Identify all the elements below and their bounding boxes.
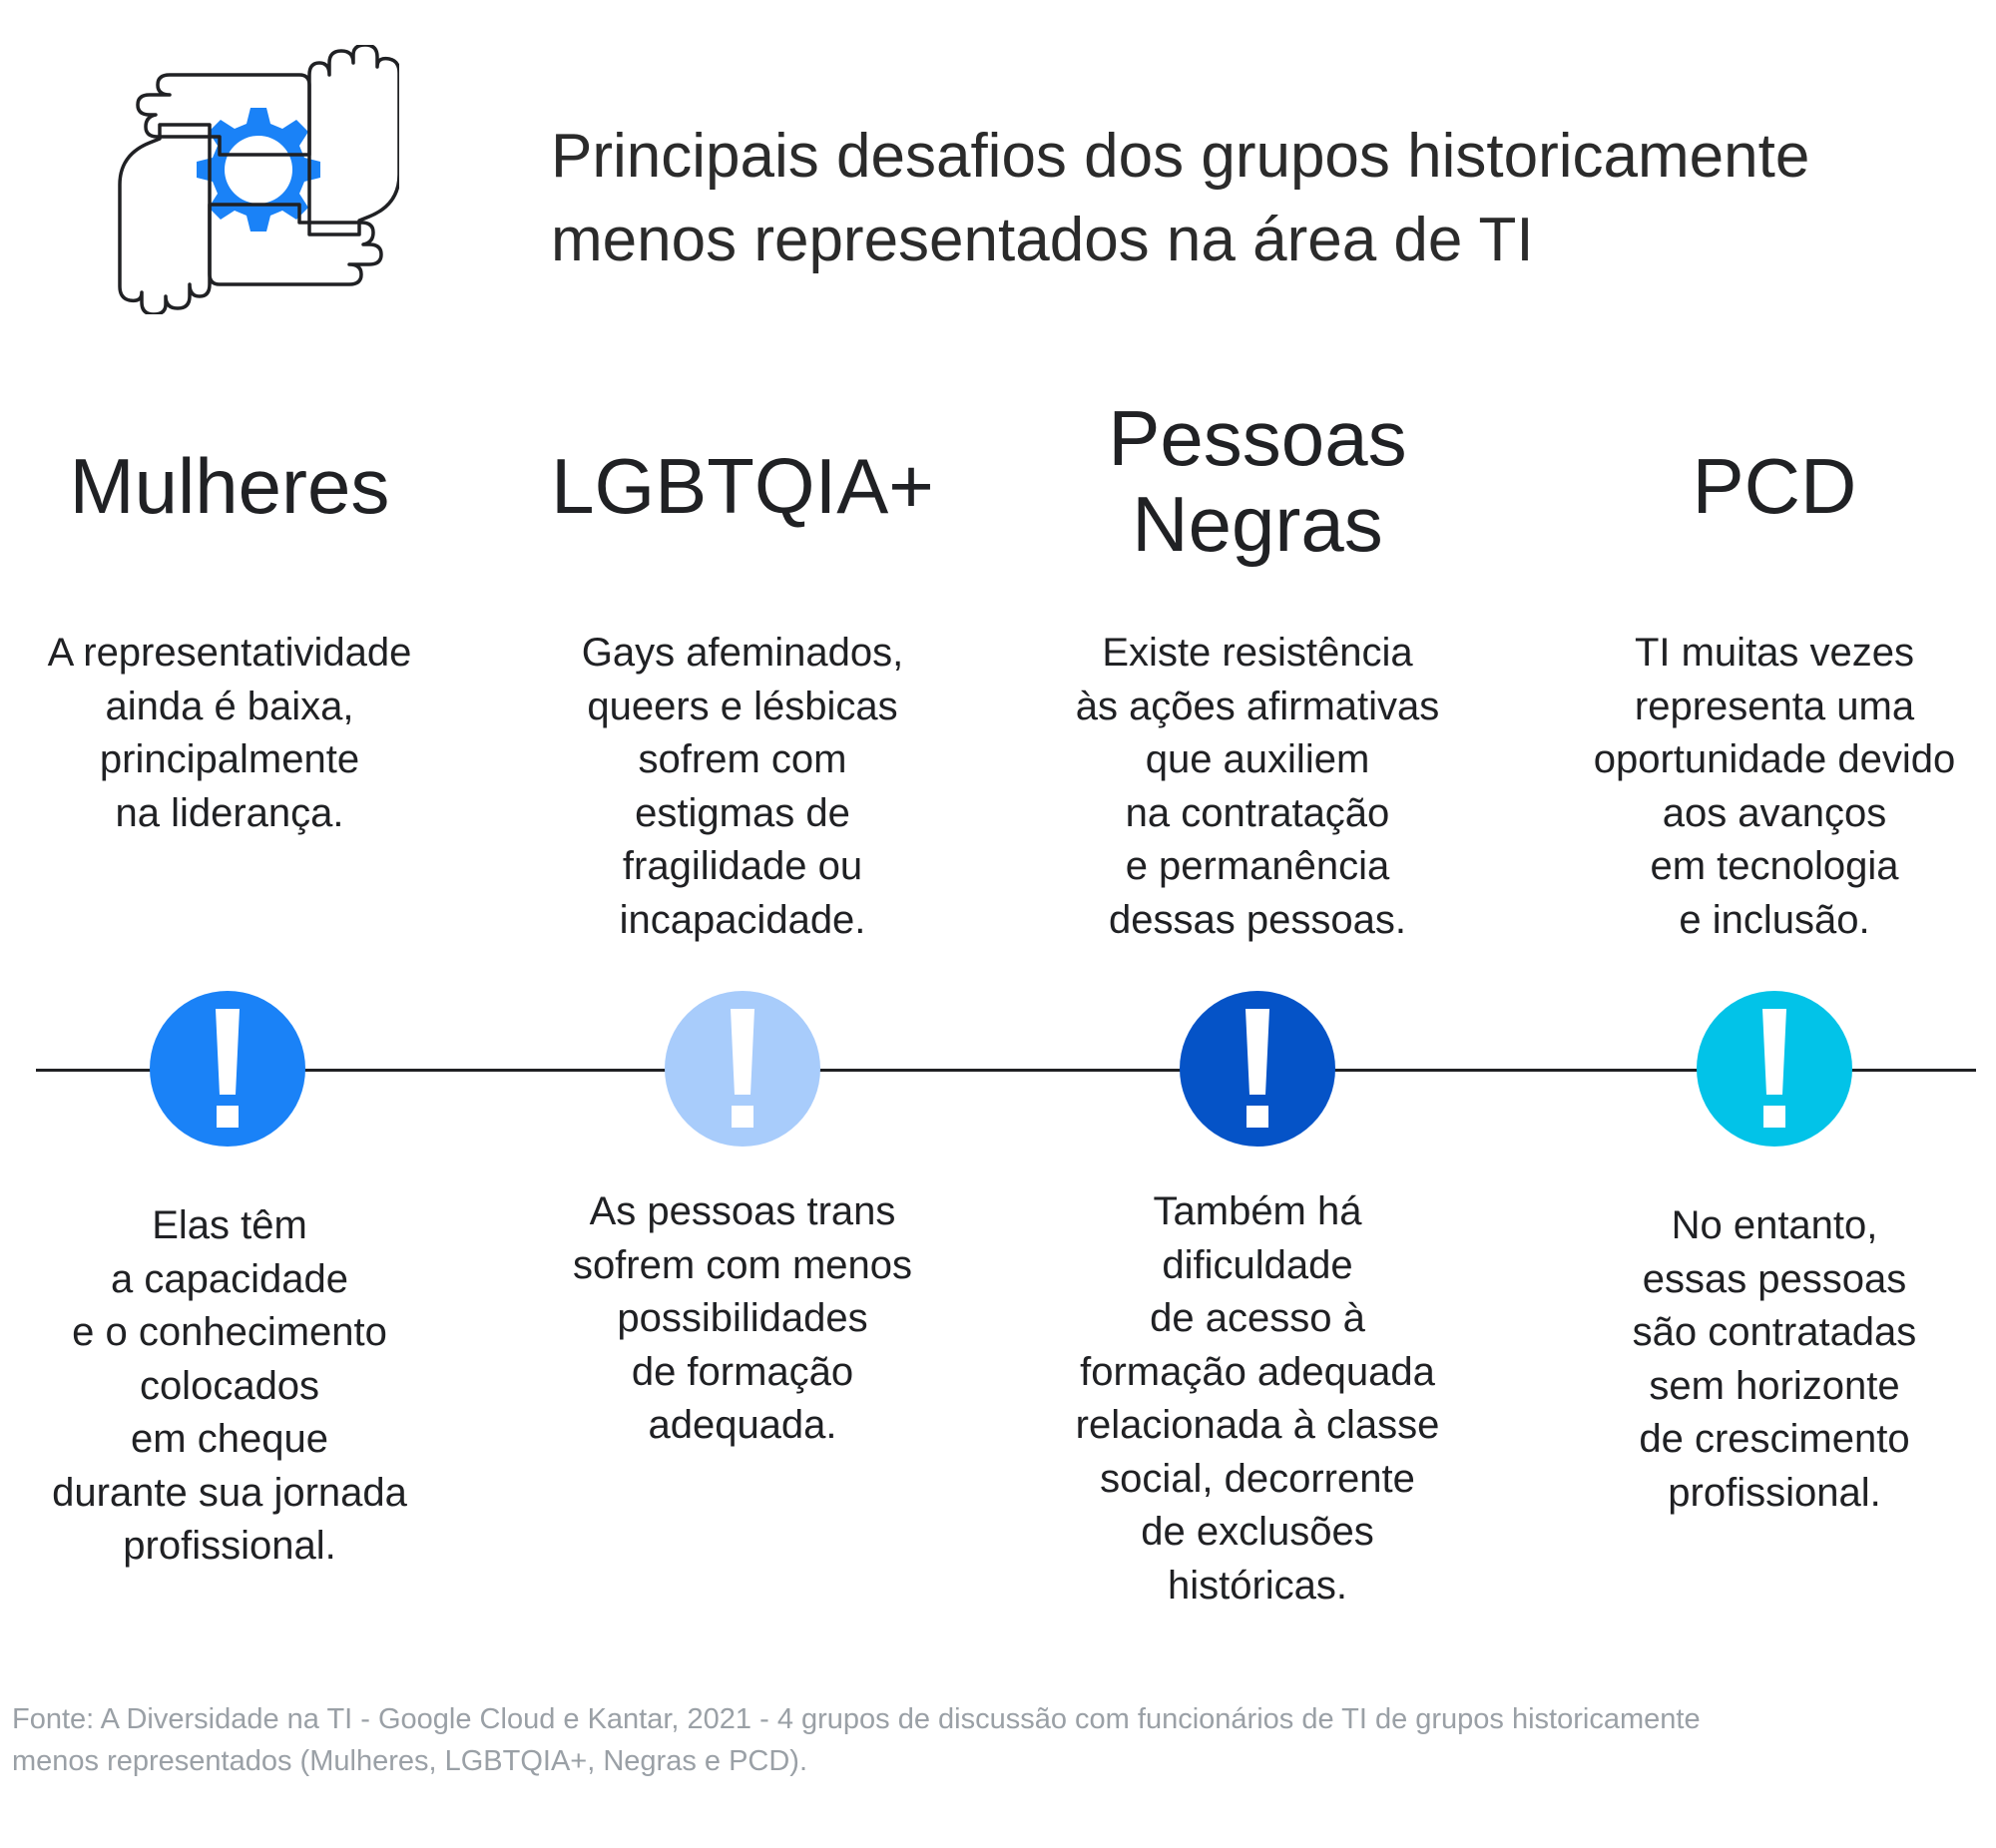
group-detail-lgbtqia bbox=[493, 1185, 992, 1453]
exclamation-icon bbox=[665, 991, 820, 1147]
text-line: a capacidade bbox=[111, 1256, 348, 1301]
group-detail-pessoas-negras bbox=[1008, 1185, 1507, 1613]
source-line: Fonte: A Diversidade na TI - Google Cloud e Kantar, 2021 - 4 grupos de discussão com funcionários de TI de grupos historicamente bbox=[12, 1703, 1701, 1735]
exclamation-icon bbox=[1697, 991, 1852, 1147]
text-line: Elas têm bbox=[152, 1203, 307, 1247]
text-line: em tecnologia bbox=[1650, 844, 1899, 888]
text-line: de formação bbox=[631, 1349, 854, 1394]
text-line: estigmas de bbox=[635, 790, 850, 835]
text-line: em cheque bbox=[131, 1417, 328, 1461]
group-heading-lgbtqia bbox=[483, 443, 1002, 529]
page-title bbox=[551, 115, 1968, 282]
group-challenge-pessoas-negras bbox=[1008, 627, 1507, 947]
text-line: oportunidade devido bbox=[1593, 737, 1956, 781]
text-line: representa uma bbox=[1634, 684, 1915, 728]
text-line: de acesso à bbox=[1150, 1296, 1365, 1340]
text-line: No entanto, bbox=[1671, 1203, 1878, 1247]
text-line: de crescimento bbox=[1639, 1417, 1910, 1461]
source-line: menos representados (Mulheres, LGBTQIA+, Negras e PCD). bbox=[12, 1745, 808, 1777]
text-line: e permanência bbox=[1125, 844, 1390, 888]
source-note bbox=[12, 1698, 1908, 1782]
exclamation-icon bbox=[150, 991, 305, 1147]
text-line: e o conhecimento bbox=[72, 1310, 387, 1354]
heading-line: Negras bbox=[1132, 480, 1383, 568]
text-line: que auxiliem bbox=[1145, 737, 1370, 781]
group-heading-mulheres bbox=[0, 443, 489, 529]
text-line: essas pessoas bbox=[1642, 1256, 1907, 1301]
text-line: formação adequada bbox=[1080, 1349, 1435, 1394]
text-line: profissional. bbox=[1668, 1470, 1881, 1515]
text-line: históricas. bbox=[1167, 1563, 1348, 1608]
group-detail-mulheres bbox=[0, 1199, 479, 1574]
text-line: colocados bbox=[139, 1363, 320, 1408]
gear-icon bbox=[197, 108, 320, 231]
text-line: Existe resistência bbox=[1102, 631, 1413, 675]
heading-line: PCD bbox=[1692, 442, 1857, 530]
timeline-divider bbox=[36, 1069, 1976, 1072]
text-line: às ações afirmativas bbox=[1075, 684, 1440, 728]
text-line: dificuldade bbox=[1162, 1242, 1353, 1287]
text-line: e inclusão. bbox=[1679, 897, 1870, 942]
text-line: na contratação bbox=[1125, 790, 1390, 835]
heading-line: LGBTQIA+ bbox=[551, 442, 934, 530]
heading-line: Mulheres bbox=[69, 442, 390, 530]
text-line: relacionada à classe bbox=[1075, 1403, 1440, 1447]
text-line: profissional. bbox=[123, 1524, 336, 1568]
title-line: Principais desafios dos grupos historicamente bbox=[551, 122, 1810, 191]
heading-line: Pessoas bbox=[1108, 394, 1407, 482]
hands-gear-icon bbox=[110, 45, 399, 314]
text-line: são contratadas bbox=[1632, 1310, 1917, 1354]
group-detail-pcd bbox=[1525, 1199, 1996, 1520]
text-line: aos avanços bbox=[1662, 790, 1887, 835]
group-challenge-pcd bbox=[1525, 627, 1996, 947]
group-heading-pessoas-negras bbox=[998, 395, 1517, 567]
title-line: menos representados na área de TI bbox=[551, 206, 1534, 274]
text-line: A representatividade bbox=[47, 631, 412, 675]
text-line: dessas pessoas. bbox=[1109, 897, 1406, 942]
group-heading-pcd bbox=[1515, 443, 1996, 529]
text-line: As pessoas trans bbox=[589, 1189, 896, 1233]
text-line: ainda é baixa, bbox=[105, 684, 354, 728]
text-line: sem horizonte bbox=[1649, 1363, 1900, 1408]
text-line: fragilidade ou bbox=[622, 844, 863, 888]
text-line: de exclusões bbox=[1141, 1510, 1374, 1554]
text-line: sofrem com menos bbox=[572, 1242, 913, 1287]
text-line: na liderança. bbox=[115, 790, 344, 835]
text-line: possibilidades bbox=[617, 1296, 868, 1340]
text-line: adequada. bbox=[648, 1403, 837, 1447]
exclamation-icon bbox=[1180, 991, 1335, 1147]
text-line: principalmente bbox=[99, 737, 360, 781]
text-line: sofrem com bbox=[638, 737, 847, 781]
group-challenge-lgbtqia bbox=[493, 627, 992, 947]
text-line: Gays afeminados, bbox=[581, 631, 904, 675]
group-challenge-mulheres bbox=[0, 627, 479, 840]
text-line: queers e lésbicas bbox=[587, 684, 898, 728]
text-line: Também há bbox=[1153, 1189, 1362, 1233]
text-line: durante sua jornada bbox=[52, 1470, 407, 1515]
text-line: incapacidade. bbox=[619, 897, 866, 942]
text-line: social, decorrente bbox=[1100, 1456, 1415, 1501]
text-line: TI muitas vezes bbox=[1634, 631, 1915, 675]
